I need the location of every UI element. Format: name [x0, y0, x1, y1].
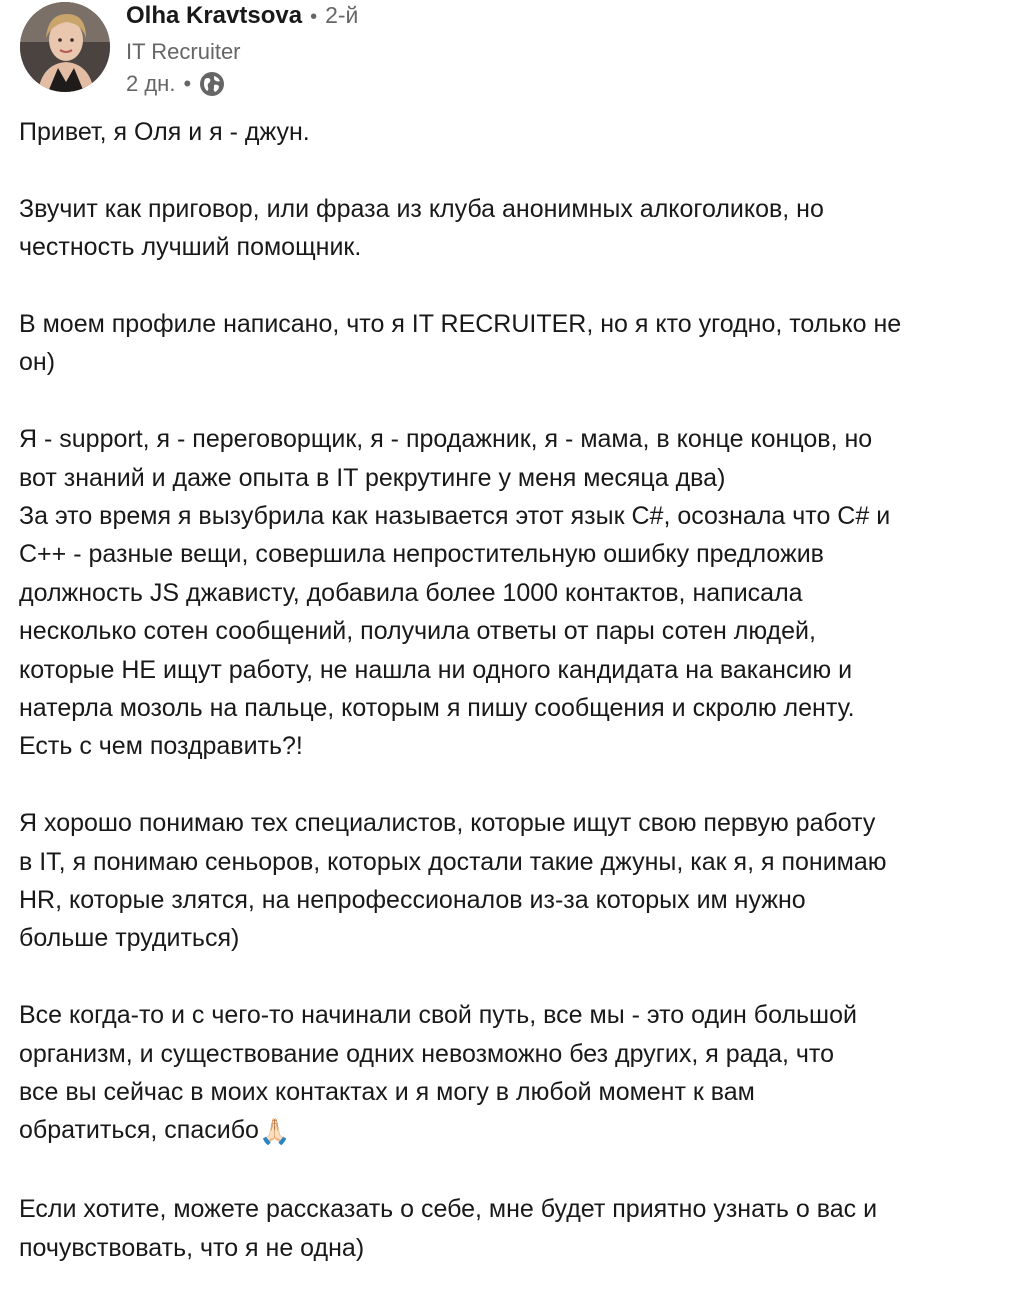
- author-meta: [126, 2, 358, 100]
- post-paragraph: Звучит как приговор, или фраза из клуба анонимных алкоголиков, но честность лучший помощник.: [19, 194, 824, 262]
- author-name[interactable]: Olha Kravtsova: [126, 2, 303, 29]
- post-time: 2 дн.: [126, 71, 176, 96]
- avatar-photo: [20, 2, 110, 92]
- post-body: [19, 113, 1004, 1305]
- author-headline: IT Recruiter: [126, 39, 241, 64]
- post-time-line: [126, 68, 358, 100]
- separator-dot: •: [183, 71, 192, 96]
- post-header: [20, 0, 1000, 100]
- post-paragraph: Привет, я Оля и я - джун.: [19, 118, 310, 146]
- post-paragraph: Если хотите, можете рассказать о себе, мне будет приятно узнать о вас и почувствовать, что я не одна): [19, 1195, 878, 1262]
- globe-icon: [199, 71, 225, 97]
- post-paragraph: За это время я вызубрила как называется этот язык C#, осознала что C# и C++ - разные вещи, совершила непростительную ошибку предложив должность JS джависту, добавила более 1000 контактов, написала несколько сотен сообщений, получила ответы от пары сотен людей, которые НЕ ищут работу, не нашла ни одного кандидата на вакансию и натерла мозоль на пальце, которым я пишу сообщения и скролю ленту. Есть с чем поздравить?!: [19, 502, 891, 761]
- connection-degree: 2-й: [325, 2, 359, 28]
- post-paragraph: Я хорошо понимаю тех специалистов, которые ищут свою первую работу в IT, я понимаю сеньоров, которых достали такие джуны, как я, я понимаю HR, которые злятся, на непрофессионалов из-за которых им нужно больше трудиться): [19, 809, 887, 953]
- name-line: [126, 2, 358, 36]
- post-paragraph: [19, 996, 1004, 1152]
- post-paragraph-text: Все когда-то и с чего-то начинали свой путь, все мы - это один большой организм, и существование одних невозможно без других, я рада, что все вы сейчас в моих контактах и я могу в любой момент к вам обратиться, спасибо: [19, 1001, 857, 1145]
- avatar[interactable]: [20, 2, 110, 92]
- post-paragraph: В моем профиле написано, что я IT RECRUITER, но я кто угодно, только не он): [19, 310, 902, 377]
- praying-hands-emoji: 🙏🏻: [258, 1118, 291, 1147]
- separator-dot: •: [310, 6, 318, 28]
- post-paragraph: Я - support, я - переговорщик, я - продажник, я - мама, в конце концов, но вот знаний и даже опыта в IT рекрутинге у меня месяца два): [19, 425, 873, 492]
